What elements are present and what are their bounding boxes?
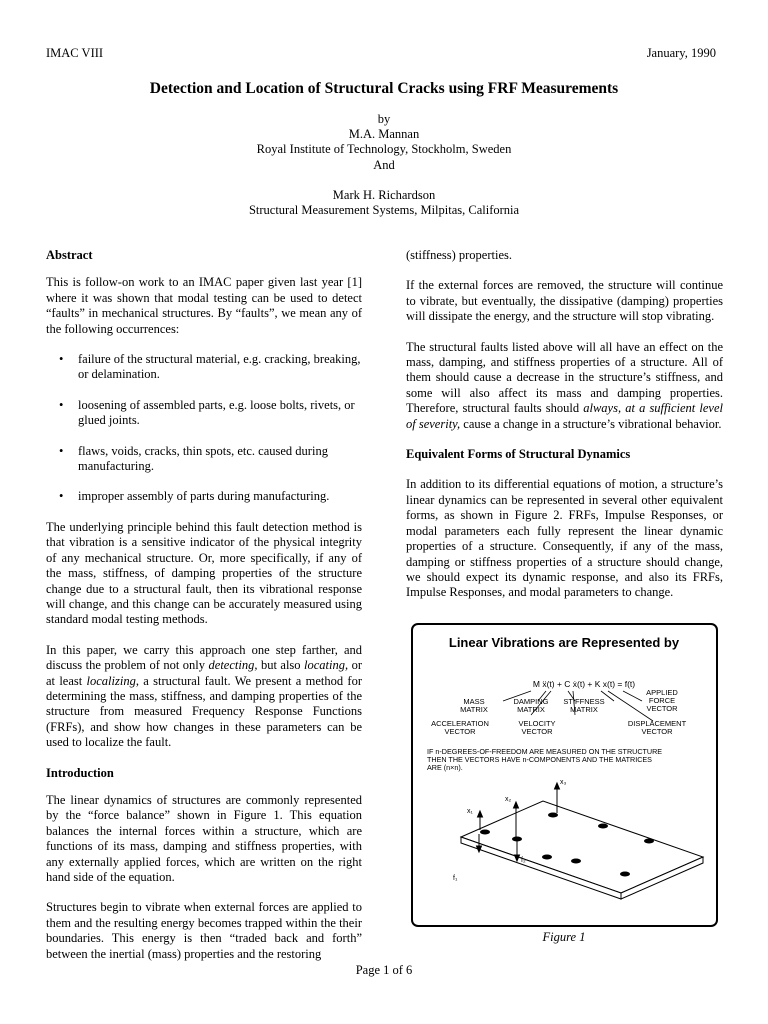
displacement-vector-label-1: DISPLACEMENT [627,719,687,728]
and-line: And [373,157,395,172]
mass-matrix-label-2: MATRIX [460,705,488,714]
page-footer: Page 1 of 6 [355,963,413,977]
forces-removed-paragraph: If the external forces are removed, the structure will continue to vibrate, but eventually, the dissipative (damping) properties will dissipate the energy, and the structure will stop vibrating. [406,278,723,324]
intro-paragraph-2: Structures begin to vibrate when external forces are applied to them and the resulting energy becomes trapped within the their boundaries. This energy is then “traded back and forth” between the inertial (mass) properties and the restoring [46,900,362,961]
header-left: IMAC VIII [46,46,104,60]
bullet-icon: • [59,352,64,367]
equation: M ẍ(t) + C ẋ(t) + K x(t) = f(t) [532,679,636,689]
applied-force-label-2: FORCE [648,696,676,705]
applied-force-label-1: APPLIED [646,688,678,697]
bullet-icon: • [59,489,64,504]
by-line: by [377,112,391,126]
stiffness-matrix-label-2: MATRIX [570,705,598,714]
dof-label-f2: f₂ [521,857,526,864]
note-line-3: ARE (n×n). [427,763,463,772]
acceleration-vector-label-2: VECTOR [444,727,476,736]
dof-label-f1: f₁ [453,875,458,882]
acceleration-vector-label-1: ACCELERATION [431,719,489,728]
mass-matrix-label-1: MASS [463,697,485,706]
affiliation-1: Royal Institute of Technology, Stockholm, Sweden [256,142,512,157]
author-2: Mark H. Richardson [332,187,436,202]
list-item: • failure of the structural material, e.g. cracking, breaking, or delamination. [59,352,361,382]
continuation-paragraph: (stiffness) properties. [406,248,512,262]
affiliation-2: Structural Measurement Systems, Milpitas, California [248,203,520,218]
list-item: • loosening of assembled parts, e.g. loose bolts, rivets, or glued joints. [59,397,355,428]
damping-matrix-label-2: MATRIX [517,705,545,714]
damping-matrix-label-1: DAMPING [513,697,549,706]
faults-paragraph: The structural faults listed above will all have an effect on the mass, damping, and stiffness properties of a structure. All of them should cause a decrease in the structure’s stiffness, and some will also affect its mass and damping properties. Therefore, structural faults should always, at a sufficient level of severity, cause a change in a structure’s vibrational behavior. [406,339,723,431]
figure-1-diagram [413,625,716,925]
author-block [0,112,768,218]
list-item: • improper assembly of parts during manufacturing. [59,489,330,504]
abstract-paragraph: This is follow-on work to an IMAC paper given last year [1] where it was shown that modal testing can be used to detect “faults” in mechanical structures. By “faults”, we mean any of the following occurrences: [46,275,362,336]
plate-drawing [461,801,703,899]
approach-paragraph: In this paper, we carry this approach one step farther, and discuss the problem of not only detecting, but also locating, or at least localizing, a structural fault. We present a method for determining the mass, stiffness, and damping properties of the structure from measured Frequency Response Functions (FRFs), and show how changes in these parameters can be used to localize the fault. [46,642,362,750]
principle-paragraph: The underlying principle behind this fault detection method is that vibration is a sensitive indicator of the physical integrity of any mechanical structure. Or, more specifically, if any of the mass, stiffness, of damping properties of the structure change due to a structural fault, then its vibrational response will change, and this change can be accurately measured using standard modal testing methods. [46,519,362,627]
note-line-1: IF n-DEGREES-OF-FREEDOM ARE MEASURED ON THE STRUCTURE [427,747,663,756]
author-1: M.A. Mannan [348,127,420,142]
paper-title: Detection and Location of Structural Cracks using FRF Measurements [149,80,619,97]
note-line-2: THEN THE VECTORS HAVE n-COMPONENTS AND THE MATRICES [427,755,652,764]
figure-title: Linear Vibrations are Represented by [448,635,680,650]
stiffness-matrix-label-1: STIFFNESS [563,697,605,706]
bullet-icon: • [59,443,64,458]
dof-label-x2: x₂ [505,796,512,803]
applied-force-label-3: VECTOR [646,704,678,713]
left-column [46,248,362,977]
figure-1 [411,623,718,927]
equivalent-forms-paragraph: In addition to its differential equations of motion, a structure’s linear dynamics can be represented in several other equivalent forms, as shown in Figure 2. FRFs, Impulse Responses, or modal parameters each fully represent the linear dynamic properties of a structure. Consequently, if any of the mass, damping or stiffness properties of a structure should change, we should expect its dynamic response, and also its FRFs, Impulse Responses, and modal parameters to change. [406,477,723,600]
intro-paragraph-1: The linear dynamics of structures are commonly represented by the “force balance” shown in Figure 1. This equation balances the internal forces within a structure, which are functions of its mass, damping and stiffness properties, with any externally applied forces, which are written on the right hand side of the equation. [46,792,362,884]
dof-label-x1: x₁ [467,808,473,815]
abstract-heading: Abstract [46,248,93,262]
bullet-icon: • [59,397,64,412]
displacement-vector-label-2: VECTOR [641,727,673,736]
fault-list [46,352,362,505]
velocity-vector-label-1: VELOCITY [518,719,556,728]
right-column [406,248,723,616]
dof-label-x3: x₃ [560,779,567,786]
header-right: January, 1990 [646,46,716,60]
velocity-vector-label-2: VECTOR [521,727,553,736]
list-item: • flaws, voids, cracks, thin spots, etc. caused during manufacturing. [59,443,328,474]
figure-caption: Figure 1 [542,930,586,944]
equivalent-forms-heading: Equivalent Forms of Structural Dynamics [406,447,631,462]
introduction-heading: Introduction [46,765,114,780]
